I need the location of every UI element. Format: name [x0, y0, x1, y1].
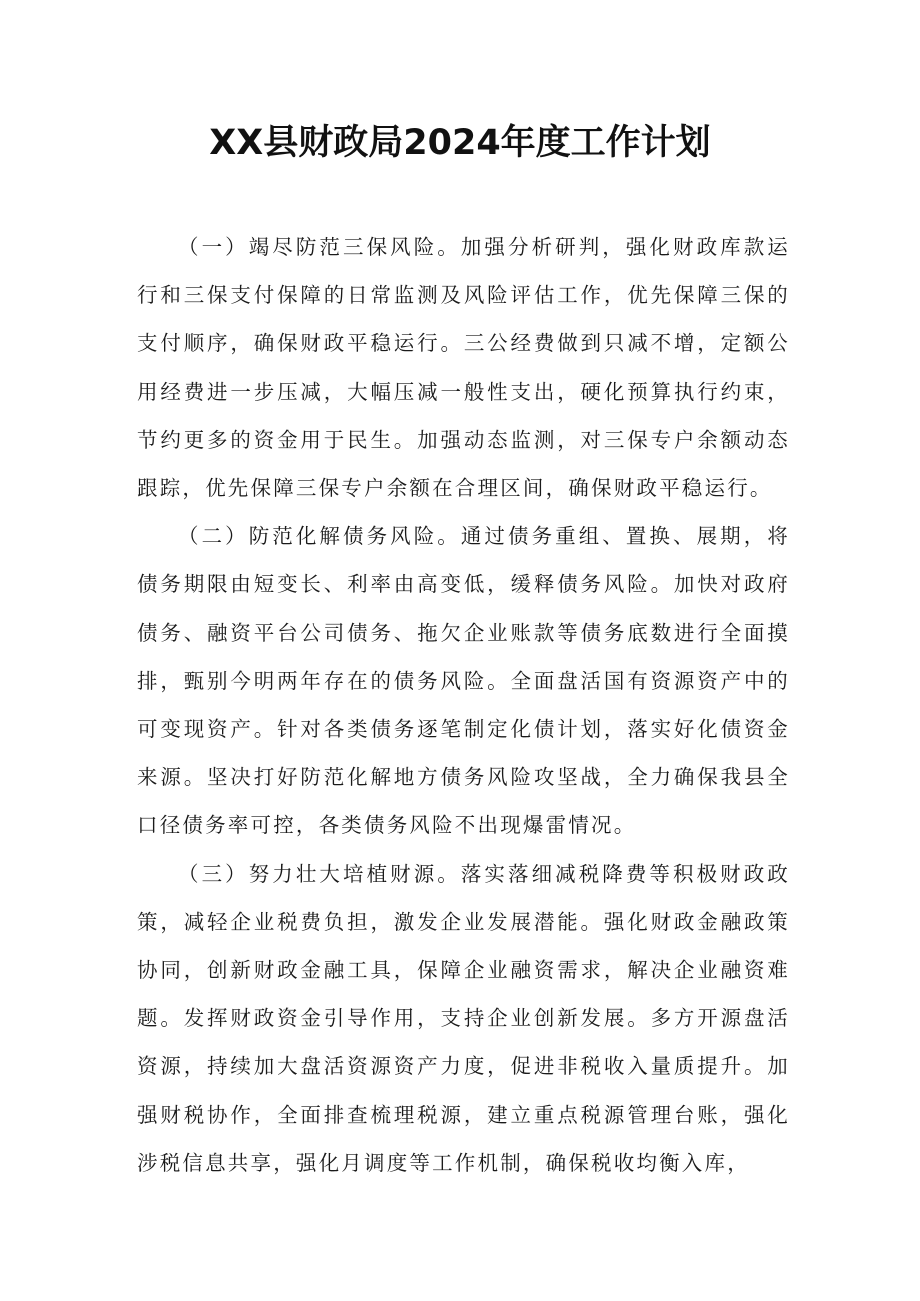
document-body [137, 223, 790, 1187]
paragraph-1: （一）竭尽防范三保风险。加强分析研判，强化财政库款运行和三保支付保障的日常监测及风险评估工作，优先保障三保的支付顺序，确保财政平稳运行。三公经费做到只减不增，定额公用经费进一步压减，大幅压减一般性支出，硬化预算执行约束，节约更多的资金用于民生。加强动态监测，对三保专户余额动态跟踪，优先保障三保专户余额在合理区间，确保财政平稳运行。 [137, 235, 790, 501]
paragraph-2: （二）防范化解债务风险。通过债务重组、置换、展期，将债务期限由短变长、利率由高变低，缓释债务风险。加快对政府债务、融资平台公司债务、拖欠企业账款等债务底数进行全面摸排，甄别今明两年存在的债务风险。全面盘活国有资源资产中的可变现资产。针对各类债务逐笔制定化债计划，落实好化债资金来源。坚决打好防范化解地方债务风险攻坚战，全力确保我县全口径债务率可控，各类债务风险不出现爆雷情况。 [137, 524, 790, 838]
paragraph-3: （三）努力壮大培植财源。落实落细减税降费等积极财政政策，减轻企业税费负担，激发企业发展潜能。强化财政金融政策协同，创新财政金融工具，保障企业融资需求，解决企业融资难题。发挥财政资金引导作用，支持企业创新发展。多方开源盘活资源，持续加大盘活资源资产力度，促进非税收入量质提升。加强财税协作，全面排查梳理税源，建立重点税源管理台账，强化涉税信息共享，强化月调度等工作机制，确保税收均衡入库， [137, 861, 790, 1175]
document-title: XX县财政局2024年度工作计划 [209, 123, 711, 163]
